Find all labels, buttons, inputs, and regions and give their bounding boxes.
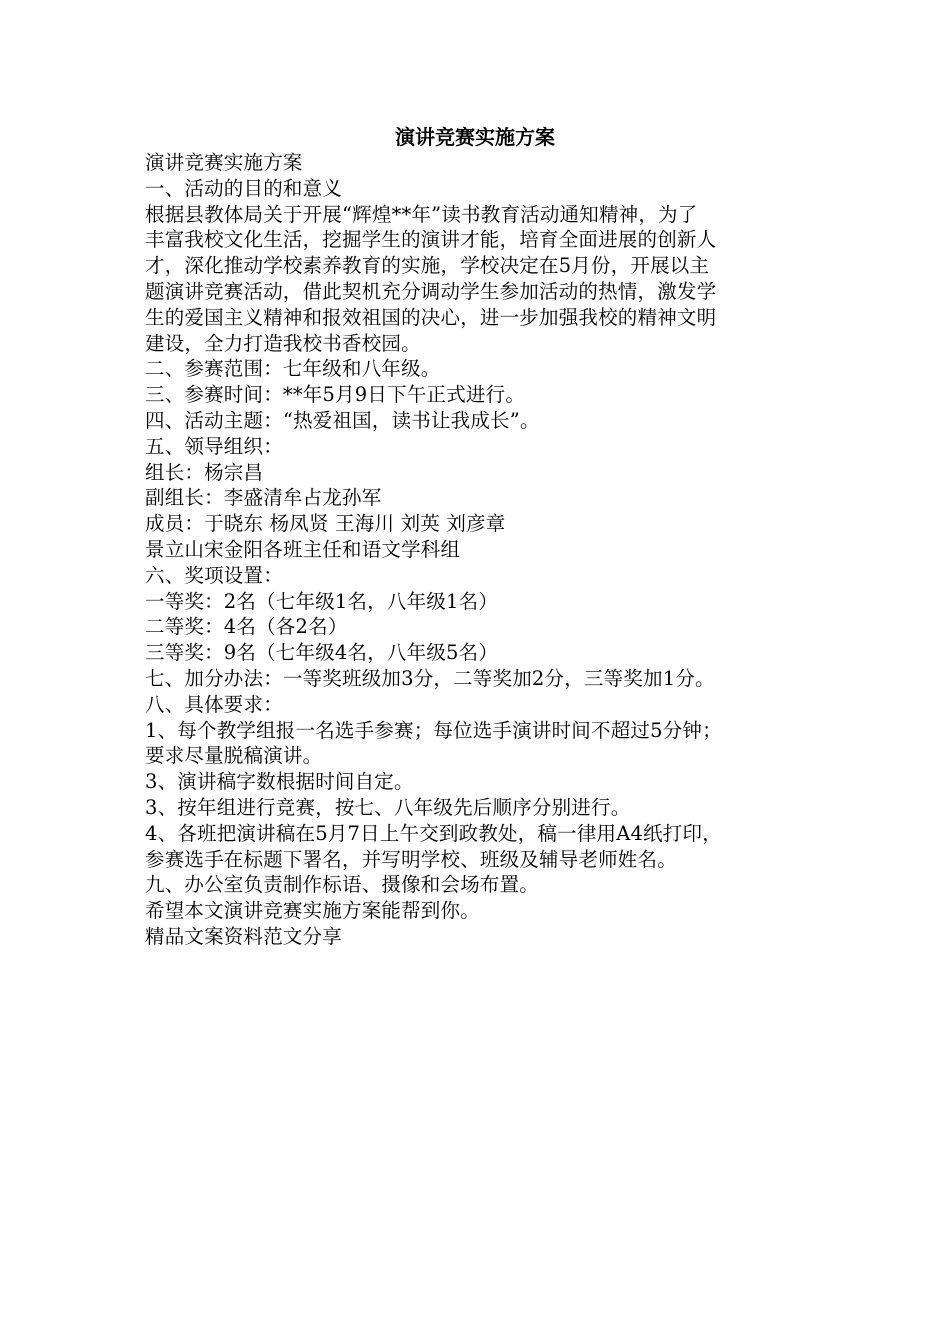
body-line: 希望本文演讲竞赛实施方案能帮到你。 (145, 899, 480, 923)
body-line: 根据县教体局关于开展“辉煌**年”读书教育活动通知精神，为了 (145, 202, 698, 226)
body-line: 二等奖：4名（各2名） (145, 615, 348, 639)
body-line: 景立山宋金阳各班主任和语文学科组 (145, 537, 461, 561)
body-line: 三等奖：9名（七年级4名，八年级5名） (145, 641, 499, 665)
body-line: 副组长：李盛清牟占龙孙军 (145, 486, 382, 510)
body-line: 才，深化推动学校素养教育的实施，学校决定在5月份，开展以主 (145, 254, 710, 278)
body-line: 1、每个教学组报一名选手参赛；每位选手演讲时间不超过5分钟； (145, 718, 722, 742)
body-line: 演讲竞赛实施方案 (145, 151, 303, 174)
body-line: 3、按年组进行竞赛，按七、八年级先后顺序分别进行。 (145, 795, 631, 819)
section-heading: 一、活动的目的和意义 (145, 176, 343, 200)
body-line: 组长：杨宗昌 (145, 460, 264, 484)
section-heading: 三、参赛时间：**年5月9日下午正式进行。 (145, 383, 526, 407)
body-line: 一等奖：2名（七年级1名，八年级1名） (145, 589, 499, 613)
body-line: 要求尽量脱稿演讲。 (145, 744, 323, 768)
document-body (145, 150, 805, 950)
document-title: 演讲竞赛实施方案 (395, 125, 555, 149)
body-line: 题演讲竞赛活动，借此契机充分调动学生参加活动的热情，激发学 (145, 279, 717, 303)
body-line: 3、演讲稿字数根据时间自定。 (145, 770, 414, 794)
body-line: 生的爱国主义精神和报效祖国的决心，进一步加强我校的精神文明 (145, 305, 717, 329)
section-heading: 四、活动主题：“热爱祖国，读书让我成长”。 (145, 408, 540, 432)
section-heading: 九、办公室负责制作标语、摄像和会场布置。 (145, 873, 540, 897)
section-heading: 七、加分办法：一等奖班级加3分，二等奖加2分，三等奖加1分。 (145, 666, 715, 690)
body-line: 丰富我校文化生活，挖掘学生的演讲才能，培育全面进展的创新人 (145, 228, 717, 252)
body-line: 成员：于晓东 杨凤贤 王海川 刘英 刘彦章 (145, 512, 506, 536)
section-heading: 八、具体要求： (145, 692, 283, 716)
section-heading: 六、奖项设置： (145, 563, 283, 587)
body-line: 参赛选手在标题下署名，并写明学校、班级及辅导老师姓名。 (145, 847, 677, 871)
body-line: 精品文案资料范文分享 (145, 924, 343, 948)
body-line: 4、各班把演讲稿在5月7日上午交到政教处，稿一律用A4纸打印， (145, 821, 722, 845)
body-line: 建设，全力打造我校书香校园。 (145, 331, 421, 355)
section-heading: 二、参赛范围：七年级和八年级。 (145, 357, 441, 381)
section-heading: 五、领导组织： (145, 434, 283, 458)
